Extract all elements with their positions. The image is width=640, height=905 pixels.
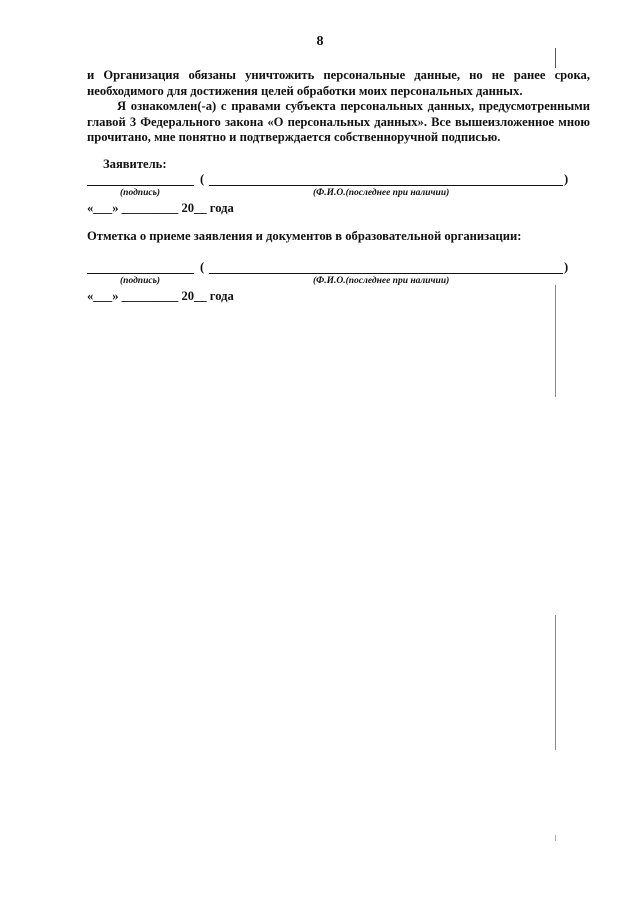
consent-line: и Организация обязаны уничтожить персональные данные, но не ранее срока, <box>87 68 590 82</box>
scan-edge-line <box>555 615 556 750</box>
receipt-label: Отметка о приеме заявления и документов в образовательной организации: <box>87 229 522 243</box>
receipt-signature-line[interactable] <box>87 273 194 274</box>
receipt-name-line[interactable] <box>209 273 563 274</box>
scan-edge-line <box>555 285 556 397</box>
page-number: 8 <box>316 34 324 49</box>
consent-line: Я ознакомлен(-а) с правами субъекта персональных данных, предусмотренными <box>117 99 590 113</box>
consent-paragraph <box>87 68 590 99</box>
consent-line: необходимого для достижения целей обработки моих персональных данных. <box>87 83 523 98</box>
applicant-signature-line[interactable] <box>87 185 194 186</box>
applicant-date: «___» _________ 20__ года <box>87 201 234 215</box>
receipt-name-caption: (Ф.И.О.(последнее при наличии) <box>313 276 450 286</box>
scan-edge-line <box>555 48 556 68</box>
receipt-signature-caption: (подпись) <box>120 276 161 286</box>
applicant-paren-close: ) <box>564 172 569 186</box>
applicant-name-line[interactable] <box>209 185 563 186</box>
applicant-label: Заявитель: <box>103 157 167 171</box>
receipt-paren-close: ) <box>564 260 569 274</box>
consent-paragraph-2-cont <box>87 115 590 146</box>
applicant-name-caption: (Ф.И.О.(последнее при наличии) <box>313 188 450 198</box>
consent-line: главой 3 Федерального закона «О персональных данных». Все вышеизложенное мною <box>87 114 590 129</box>
receipt-date: «___» _________ 20__ года <box>87 289 234 303</box>
consent-paragraph-2 <box>117 99 590 115</box>
receipt-paren-open: ( <box>200 260 205 274</box>
scan-edge-line <box>555 835 556 841</box>
consent-line: прочитано, мне понятно и подтверждается собственноручной подписью. <box>87 130 501 144</box>
applicant-paren-open: ( <box>200 172 205 186</box>
applicant-signature-caption: (подпись) <box>120 188 161 198</box>
